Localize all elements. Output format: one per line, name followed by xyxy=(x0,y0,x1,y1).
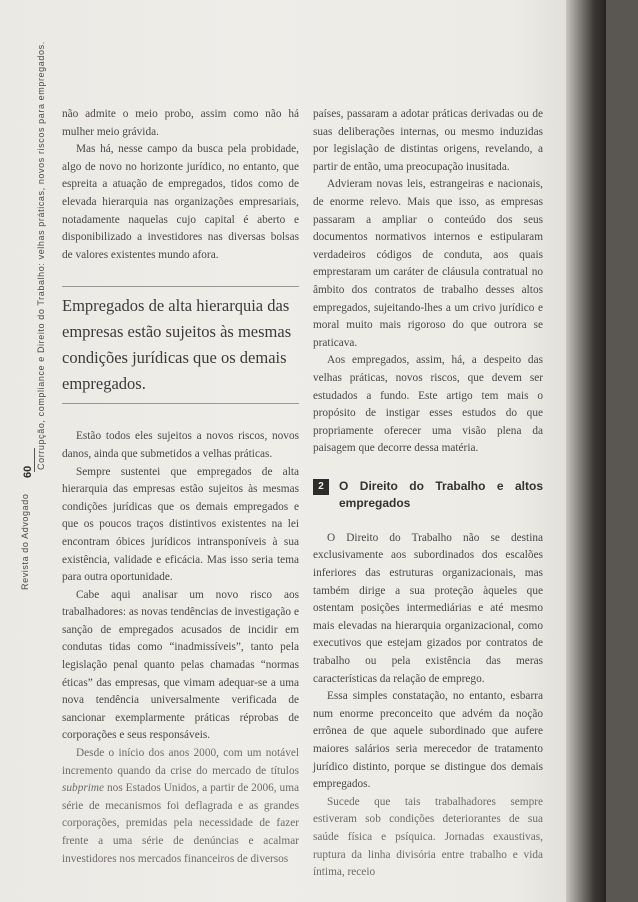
italic-term: subprime xyxy=(62,782,105,795)
pull-quote: Empregados de alta hierarquia das empresas estão sujeitos às mesmas condições jurídicas que os demais empregados. xyxy=(62,286,299,404)
page-edge-shadow xyxy=(566,0,606,902)
paragraph: Sucede que tais trabalhadores sempre estiveram sob condições deteriorantes de sua saúde física e psíquica. Jornadas exaustivas, ruptura da linha divisória entre trabalho e vida íntima, receio xyxy=(313,795,543,879)
paragraph: não admite o meio probo, assim como não há mulher meio grávida. xyxy=(62,108,299,138)
paragraph: Essa simples constatação, no entanto, esbarra num enorme preconceito que advém da noção errônea de que aquele subordinado que aufere maiores salários seria merecedor de tratamento jurídico distinto, porque se distingue dos demais empregados. xyxy=(313,690,543,791)
paragraph: Aos empregados, assim, há, a despeito das velhas práticas, novos riscos, que devem ser estudados a fundo. Este artigo tem mais o propósito de instigar esses estudos do que propriamente oferecer uma visão plena da paisagem que decorre dessa matéria. xyxy=(313,354,543,455)
header-divider xyxy=(34,448,35,472)
running-header xyxy=(16,41,46,590)
left-column xyxy=(62,106,299,868)
paragraph: Advieram novas leis, estrangeiras e nacionais, de enorme relevo. Mais que isso, as empresas passaram a ampliar o conteúdo dos seus documentos normativos internos e estipularam verdadeiros códigos de conduta, aos quais emprestaram um caráter de cláusula contratual no âmbito dos contratos de trabalho desses altos empregados, sujeitando-lhes a um crivo jurídico e moral muito mais rigoroso do que outrora se praticava. xyxy=(313,178,543,349)
paragraph: Mas há, nesse campo da busca pela probidade, algo de novo no horizonte jurídico, no entanto, que espreita a atuação de empregados, tidos como de elevada hierarquia nas organizações empresariais, notadamente naquelas cujo capital é aberto e disponibilizado a investidores nas diversas bolsas de valores existentes mundo afora. xyxy=(62,143,299,261)
section-title: O Direito do Trabalho e altos empregados xyxy=(339,478,543,510)
page-number: 60 xyxy=(22,465,34,478)
paragraph: Cabe aqui analisar um novo risco aos trabalhadores: as novas tendências de investigação e sanção de empregados acusados de incidir em condutas tidas como “inadmissíveis”, tanto pela legislação penal quanto pelas chamadas “normas éticas” das empresas, que vimam adequar-se a uma nova tendência universalmente verificada de sancionar exemplarmente práticas réprobas de corporações e seus responsáveis. xyxy=(62,588,299,742)
paragraph: Sempre sustentei que empregados de alta hierarquia das empresas estão sujeitos às mesmas condições jurídicas que os demais empregados e que os poucos traços distintivos existentes na lei encontram óbices jurídicos intransponíveis à sua existência, validade e eficácia. Mas isso seria tema para outra oportunidade. xyxy=(62,465,299,584)
paragraph-text: nos Estados Unidos, a partir de 2006, uma série de mecanismos foi deflagrada e as grandes corporações, premidas pela necessidade de fazer frente a uma série de denúncias e acalmar investidores nos mercados financeiros de diversos xyxy=(62,782,299,865)
paragraph: países, passaram a adotar práticas derivadas ou de suas deliberações internas, ou mesmo induzidas por legislação de distintas origens, revelando, a partir de então, uma preocupação inusitada. xyxy=(313,108,543,173)
paragraph-text: Desde o início dos anos 2000, com um notável incremento quando da crise do mercado de títulos xyxy=(62,747,299,777)
article-running-title: Corrupção, compliance e Direito do Trabalho: velhas práticas, novos riscos para empregados. xyxy=(36,41,46,470)
right-column xyxy=(313,106,543,882)
paragraph: O Direito do Trabalho não se destina exclusivamente aos subordinados dos escalões inferiores das estruturas organizacionais, mas também dirige a sua proteção àqueles que ostentam posições intermediárias e até mesmo mais elevadas na hierarquia organizacional, como executivos que estejam gizados por contratos de trabalho ou pela existência das meras características da relação de emprego. xyxy=(313,531,543,685)
paragraph: Estão todos eles sujeitos a novos riscos, novos danos, ainda que submetidos a velhas práticas. xyxy=(62,430,299,460)
journal-title: Revista do Advogado xyxy=(20,493,30,590)
paragraph xyxy=(62,745,299,868)
section-number-badge: 2 xyxy=(313,479,329,495)
section-heading xyxy=(313,478,543,512)
